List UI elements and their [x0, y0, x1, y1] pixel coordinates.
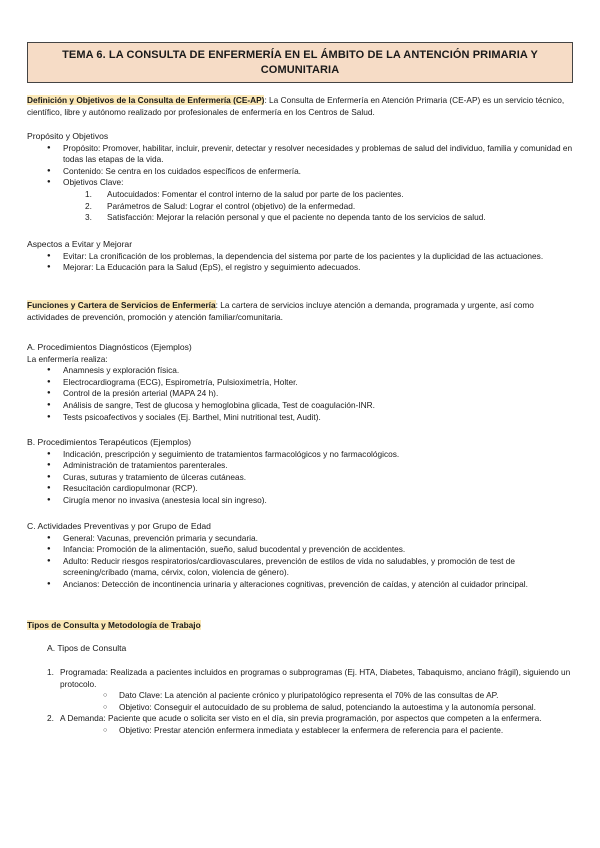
preventive-section: [27, 521, 575, 591]
functions-heading: Funciones y Cartera de Servicios de Enfermería: [27, 300, 216, 310]
definition-heading: Definición y Objetivos de la Consulta de Enfermería (CE-AP): [27, 95, 265, 105]
list-item: [27, 667, 575, 690]
list-item: ● Infancia: Promoción de la alimentación, sueño, salud bucodental y prevención de accidentes.: [27, 544, 575, 556]
list-item: ● Propósito: Promover, habilitar, incluir, prevenir, detectar y resolver necesidades y problemas de salud del individuo, familia y comunidad en todas las etapas de la vida.: [27, 143, 575, 166]
list-text: A Demanda: Paciente que acude o solicita ser visto en el día, sin previa programación, por aspectos que competen a la enfermera.: [60, 713, 542, 724]
list-number: 3.: [85, 212, 92, 223]
list-item: ● Mejorar: La Educación para la Salud (EpS), el registro y seguimiento adecuados.: [27, 262, 575, 274]
list-item: ● Contenido: Se centra en los cuidados específicos de enfermería.: [27, 166, 575, 178]
list-item: ● Electrocardiograma (ECG), Espirometría, Pulsioximetría, Holter.: [27, 377, 575, 389]
list-item: [27, 189, 575, 201]
title-box: [27, 42, 573, 83]
diagnostic-intro: La enfermería realiza:: [27, 353, 108, 364]
list-item: ○ Objetivo: Prestar atención enfermera inmediata y establecer la enfermera de referencia para el paciente.: [27, 725, 575, 737]
list-item: ● Indicación, prescripción y seguimiento de tratamientos farmacológicos y no farmacológicos.: [27, 449, 575, 461]
functions-text: La cartera de servicios incluye atención a demanda, programada y urgente, así como actividades de prevención, promoción y atención familiar/comunitaria.: [27, 300, 534, 322]
list-item: ● Tests psicoafectivos y sociales (Ej. Barthel, Mini nutritional test, Audit).: [27, 412, 575, 424]
diagnostic-heading: A. Procedimientos Diagnósticos (Ejemplos): [27, 342, 192, 352]
page-title: TEMA 6. LA CONSULTA DE ENFERMERÍA EN EL ÁMBITO DE LA ANTENCIÓN PRIMARIA Y COMUNITARIA: [62, 48, 538, 76]
list-item: ● Ancianos: Detección de incontinencia urinaria y alteraciones cognitivas, prevención de caídas, y atención al cuidador principal.: [27, 579, 575, 591]
aspects-heading: Aspectos a Evitar y Mejorar: [27, 239, 133, 249]
list-item: ● Administración de tratamientos parenterales.: [27, 460, 575, 472]
list-item: [27, 212, 575, 224]
list-item: [27, 201, 575, 213]
list-item: ● Anamnesis y exploración física.: [27, 365, 575, 377]
list-text: Parámetros de Salud: Lograr el control (objetivo) de la enfermedad.: [107, 200, 356, 211]
purpose-section: [27, 131, 575, 224]
list-text: Satisfacción: Mejorar la relación personal y que el paciente no dependa tanto de los servicios de salud.: [107, 212, 486, 223]
list-item: ● Curas, suturas y tratamiento de úlceras cutáneas.: [27, 472, 575, 484]
list-item: ● Cirugía menor no invasiva (anestesia local sin ingreso).: [27, 495, 575, 507]
definition-text: : La Consulta de Enfermería en Atención Primaria (CE-AP) es un servicio técnico, científico, libre y autónomo realizado por profesionales de enfermería en los Centros de Salud.: [27, 95, 565, 117]
list-number: 2.: [85, 200, 92, 211]
list-number: 2.: [47, 713, 54, 724]
therapeutic-heading: B. Procedimientos Terapéuticos (Ejemplos): [27, 437, 192, 447]
list-item: ● Evitar: La cronificación de los problemas, la dependencia del sistema por parte de los pacientes y la duplicidad de las actuaciones.: [27, 251, 575, 263]
aspects-section: [27, 239, 575, 274]
list-item: ● Resucitación cardiopulmonar (RCP).: [27, 483, 575, 495]
list-item: ○ Objetivo: Conseguir el autocuidado de su problema de salud, potenciando la autoestima y la autonomía personal.: [27, 702, 575, 714]
definition-paragraph: [27, 95, 575, 118]
consult-types-heading: Tipos de Consulta y Metodología de Trabajo: [27, 620, 201, 630]
diagnostic-section: [27, 342, 575, 423]
list-item: [27, 713, 575, 725]
list-item: ● Adulto: Reducir riesgos respiratorios/cardiovasculares, prevención de estilos de vida no saludables, y promoción de test de screening/cribado (mama, cérvix, colon, violencia de género).: [27, 556, 575, 579]
list-item: ● General: Vacunas, prevención primaria y secundaria.: [27, 533, 575, 545]
functions-paragraph: [27, 300, 575, 323]
list-text: Programada: Realizada a pacientes incluidos en programas o subprogramas (Ej. HTA, Diabetes, Tabaquismo, anciano frágil), siguiendo un protocolo.: [60, 667, 571, 689]
list-number: 1.: [47, 667, 54, 677]
purpose-heading: Propósito y Objetivos: [27, 131, 109, 141]
list-item: ○ Dato Clave: La atención al paciente crónico y pluripatológico representa el 70% de las consultas de AP.: [27, 690, 575, 702]
consult-types-subheading: A. Tipos de Consulta: [47, 643, 127, 653]
list-item: ● Análisis de sangre, Test de glucosa y hemoglobina glicada, Test de coagulación-INR.: [27, 400, 575, 412]
consult-types-heading-row: [27, 620, 575, 632]
consult-types-list: [27, 667, 575, 737]
therapeutic-section: [27, 437, 575, 507]
list-number: 1.: [85, 188, 92, 199]
list-item: ● Objetivos Clave:: [27, 177, 575, 189]
functions-colon: :: [215, 300, 218, 310]
list-text: Autocuidados: Fomentar el control interno de la salud por parte de los pacientes.: [107, 188, 404, 199]
preventive-heading: C. Actividades Preventivas y por Grupo de Edad: [27, 521, 211, 531]
list-item: ● Control de la presión arterial (MAPA 24 h).: [27, 388, 575, 400]
